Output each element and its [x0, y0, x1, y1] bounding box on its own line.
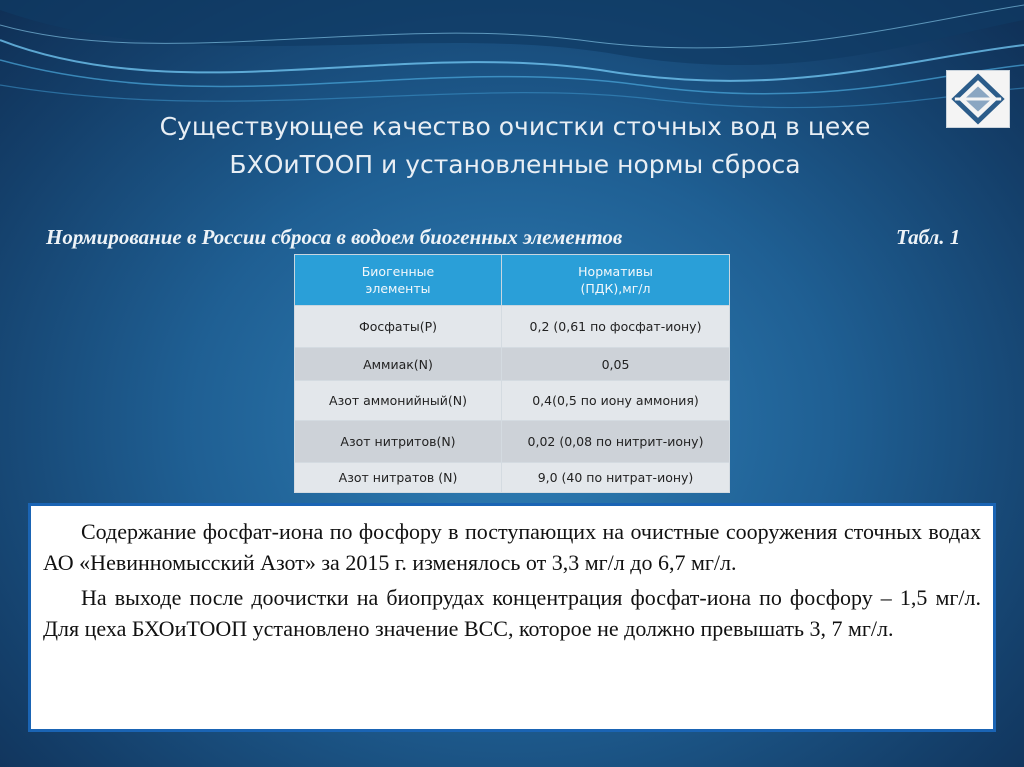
header-norms: Нормативы (ПДК),мг/л [502, 255, 730, 306]
slide-title [90, 108, 940, 184]
cell-element: Азот аммонийный(N) [295, 381, 502, 421]
table-caption [46, 222, 986, 252]
table-caption-text: Нормирование в России сброса в водоем биогенных элементов [46, 225, 623, 249]
cell-element: Азот нитритов(N) [295, 421, 502, 463]
table-row [295, 306, 730, 348]
header-elements: Биогенные элементы [295, 255, 502, 306]
cell-norm: 0,4(0,5 по иону аммония) [502, 381, 730, 421]
table-row [295, 463, 730, 493]
table-row [295, 421, 730, 463]
table-number: Табл. 1 [896, 225, 961, 249]
table-row [295, 348, 730, 381]
info-text-box [28, 503, 996, 732]
table-header-row [295, 255, 730, 306]
cell-element: Азот нитратов (N) [295, 463, 502, 493]
cell-norm: 0,02 (0,08 по нитрит-иону) [502, 421, 730, 463]
paragraph-incoming-phosphate: Содержание фосфат-иона по фосфору в поступающих на очистные сооружения сточных водах АО «Невинномысский Азот» за 2015 г. изменялось от 3,3 мг/л до 6,7 мг/л. [43, 519, 981, 575]
company-logo [946, 70, 1010, 128]
cell-norm: 0,05 [502, 348, 730, 381]
cell-element: Аммиак(N) [295, 348, 502, 381]
title-line-1: Существующее качество очистки сточных вод в цехе [159, 112, 871, 141]
title-line-2: БХОиТООП и установленные нормы сброса [229, 150, 801, 179]
norms-table [294, 254, 730, 493]
table-row [295, 381, 730, 421]
cell-element: Фосфаты(Р) [295, 306, 502, 348]
cell-norm: 0,2 (0,61 по фосфат-иону) [502, 306, 730, 348]
paragraph-outlet-phosphate: На выходе после доочистки на биопрудах концентрация фосфат-иона по фосфору – 1,5 мг/л. Для цеха БХОиТООП установлено значение ВСС, которое не должно превышать 3, 7 мг/л. [43, 585, 981, 641]
cell-norm: 9,0 (40 по нитрат-иону) [502, 463, 730, 493]
